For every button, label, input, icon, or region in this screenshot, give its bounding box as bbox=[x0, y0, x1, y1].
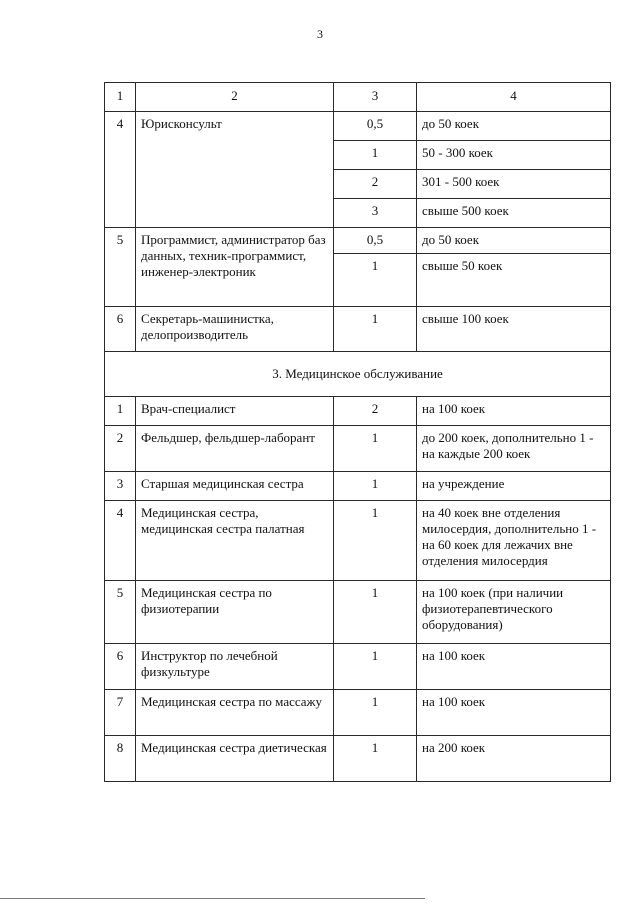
norm-basis: на 100 коек bbox=[417, 397, 611, 426]
staff-rate: 1 bbox=[334, 472, 417, 501]
norm-basis: на 40 коек вне отделения милосердия, дополнительно 1 - на 60 коек для лежачих вне отделения милосердия bbox=[417, 501, 611, 581]
row-number: 6 bbox=[105, 307, 136, 352]
norm-basis: 50 - 300 коек bbox=[417, 141, 611, 170]
staff-rate: 1 bbox=[334, 141, 417, 170]
row-number: 3 bbox=[105, 472, 136, 501]
staff-norms-table bbox=[104, 82, 611, 782]
staff-rate: 1 bbox=[334, 690, 417, 736]
row-number: 7 bbox=[105, 690, 136, 736]
position-name: Юрисконсульт bbox=[136, 112, 334, 228]
row-number: 4 bbox=[105, 501, 136, 581]
staff-rate: 0,5 bbox=[334, 228, 417, 254]
staff-rate: 1 bbox=[334, 307, 417, 352]
staff-rate: 1 bbox=[334, 644, 417, 690]
staff-rate: 1 bbox=[334, 426, 417, 472]
table-row bbox=[105, 228, 611, 254]
row-number: 1 bbox=[105, 397, 136, 426]
section-row bbox=[105, 352, 611, 397]
bottom-rule bbox=[0, 898, 425, 899]
table-row bbox=[105, 690, 611, 736]
page-number: 3 bbox=[317, 27, 323, 41]
staff-rate: 1 bbox=[334, 254, 417, 307]
table-row bbox=[105, 307, 611, 352]
norm-basis: свыше 500 коек bbox=[417, 199, 611, 228]
norm-basis: до 50 коек bbox=[417, 228, 611, 254]
row-number: 2 bbox=[105, 426, 136, 472]
position-name: Программист, администратор баз данных, техник-программист, инженер-электроник bbox=[136, 228, 334, 307]
norm-basis: до 50 коек bbox=[417, 112, 611, 141]
position-name: Медицинская сестра по физиотерапии bbox=[136, 581, 334, 644]
norm-basis: свыше 50 коек bbox=[417, 254, 611, 307]
row-number: 5 bbox=[105, 228, 136, 307]
table-row bbox=[105, 581, 611, 644]
table-row bbox=[105, 736, 611, 782]
staff-rate: 3 bbox=[334, 199, 417, 228]
position-name: Секретарь-машинистка, делопроизводитель bbox=[136, 307, 334, 352]
staff-rate: 2 bbox=[334, 397, 417, 426]
staff-rate: 1 bbox=[334, 736, 417, 782]
norm-basis: свыше 100 коек bbox=[417, 307, 611, 352]
table-row bbox=[105, 426, 611, 472]
row-number: 4 bbox=[105, 112, 136, 228]
staff-rate: 2 bbox=[334, 170, 417, 199]
header-cell: 4 bbox=[417, 83, 611, 112]
staff-rate: 1 bbox=[334, 581, 417, 644]
row-number: 5 bbox=[105, 581, 136, 644]
position-name: Медицинская сестра диетическая bbox=[136, 736, 334, 782]
staff-rate: 1 bbox=[334, 501, 417, 581]
table-header-row bbox=[105, 83, 611, 112]
table-row bbox=[105, 472, 611, 501]
norm-basis: на 100 коек (при наличии физиотерапевтического оборудования) bbox=[417, 581, 611, 644]
position-name: Инструктор по лечебной физкультуре bbox=[136, 644, 334, 690]
norm-basis: на 100 коек bbox=[417, 644, 611, 690]
norm-basis: на 100 коек bbox=[417, 690, 611, 736]
row-number: 6 bbox=[105, 644, 136, 690]
position-name: Медицинская сестра, медицинская сестра палатная bbox=[136, 501, 334, 581]
section-title: 3. Медицинское обслуживание bbox=[105, 352, 611, 397]
table-row bbox=[105, 501, 611, 581]
norm-basis: на 200 коек bbox=[417, 736, 611, 782]
position-name: Медицинская сестра по массажу bbox=[136, 690, 334, 736]
staff-rate: 0,5 bbox=[334, 112, 417, 141]
norm-basis: на учреждение bbox=[417, 472, 611, 501]
header-cell: 3 bbox=[334, 83, 417, 112]
header-cell: 2 bbox=[136, 83, 334, 112]
header-cell: 1 bbox=[105, 83, 136, 112]
norm-basis: 301 - 500 коек bbox=[417, 170, 611, 199]
table-row bbox=[105, 112, 611, 141]
table-row bbox=[105, 397, 611, 426]
position-name: Фельдшер, фельдшер-лаборант bbox=[136, 426, 334, 472]
norm-basis: до 200 коек, дополнительно 1 - на каждые 200 коек bbox=[417, 426, 611, 472]
position-name: Старшая медицинская сестра bbox=[136, 472, 334, 501]
row-number: 8 bbox=[105, 736, 136, 782]
table-row bbox=[105, 644, 611, 690]
position-name: Врач-специалист bbox=[136, 397, 334, 426]
